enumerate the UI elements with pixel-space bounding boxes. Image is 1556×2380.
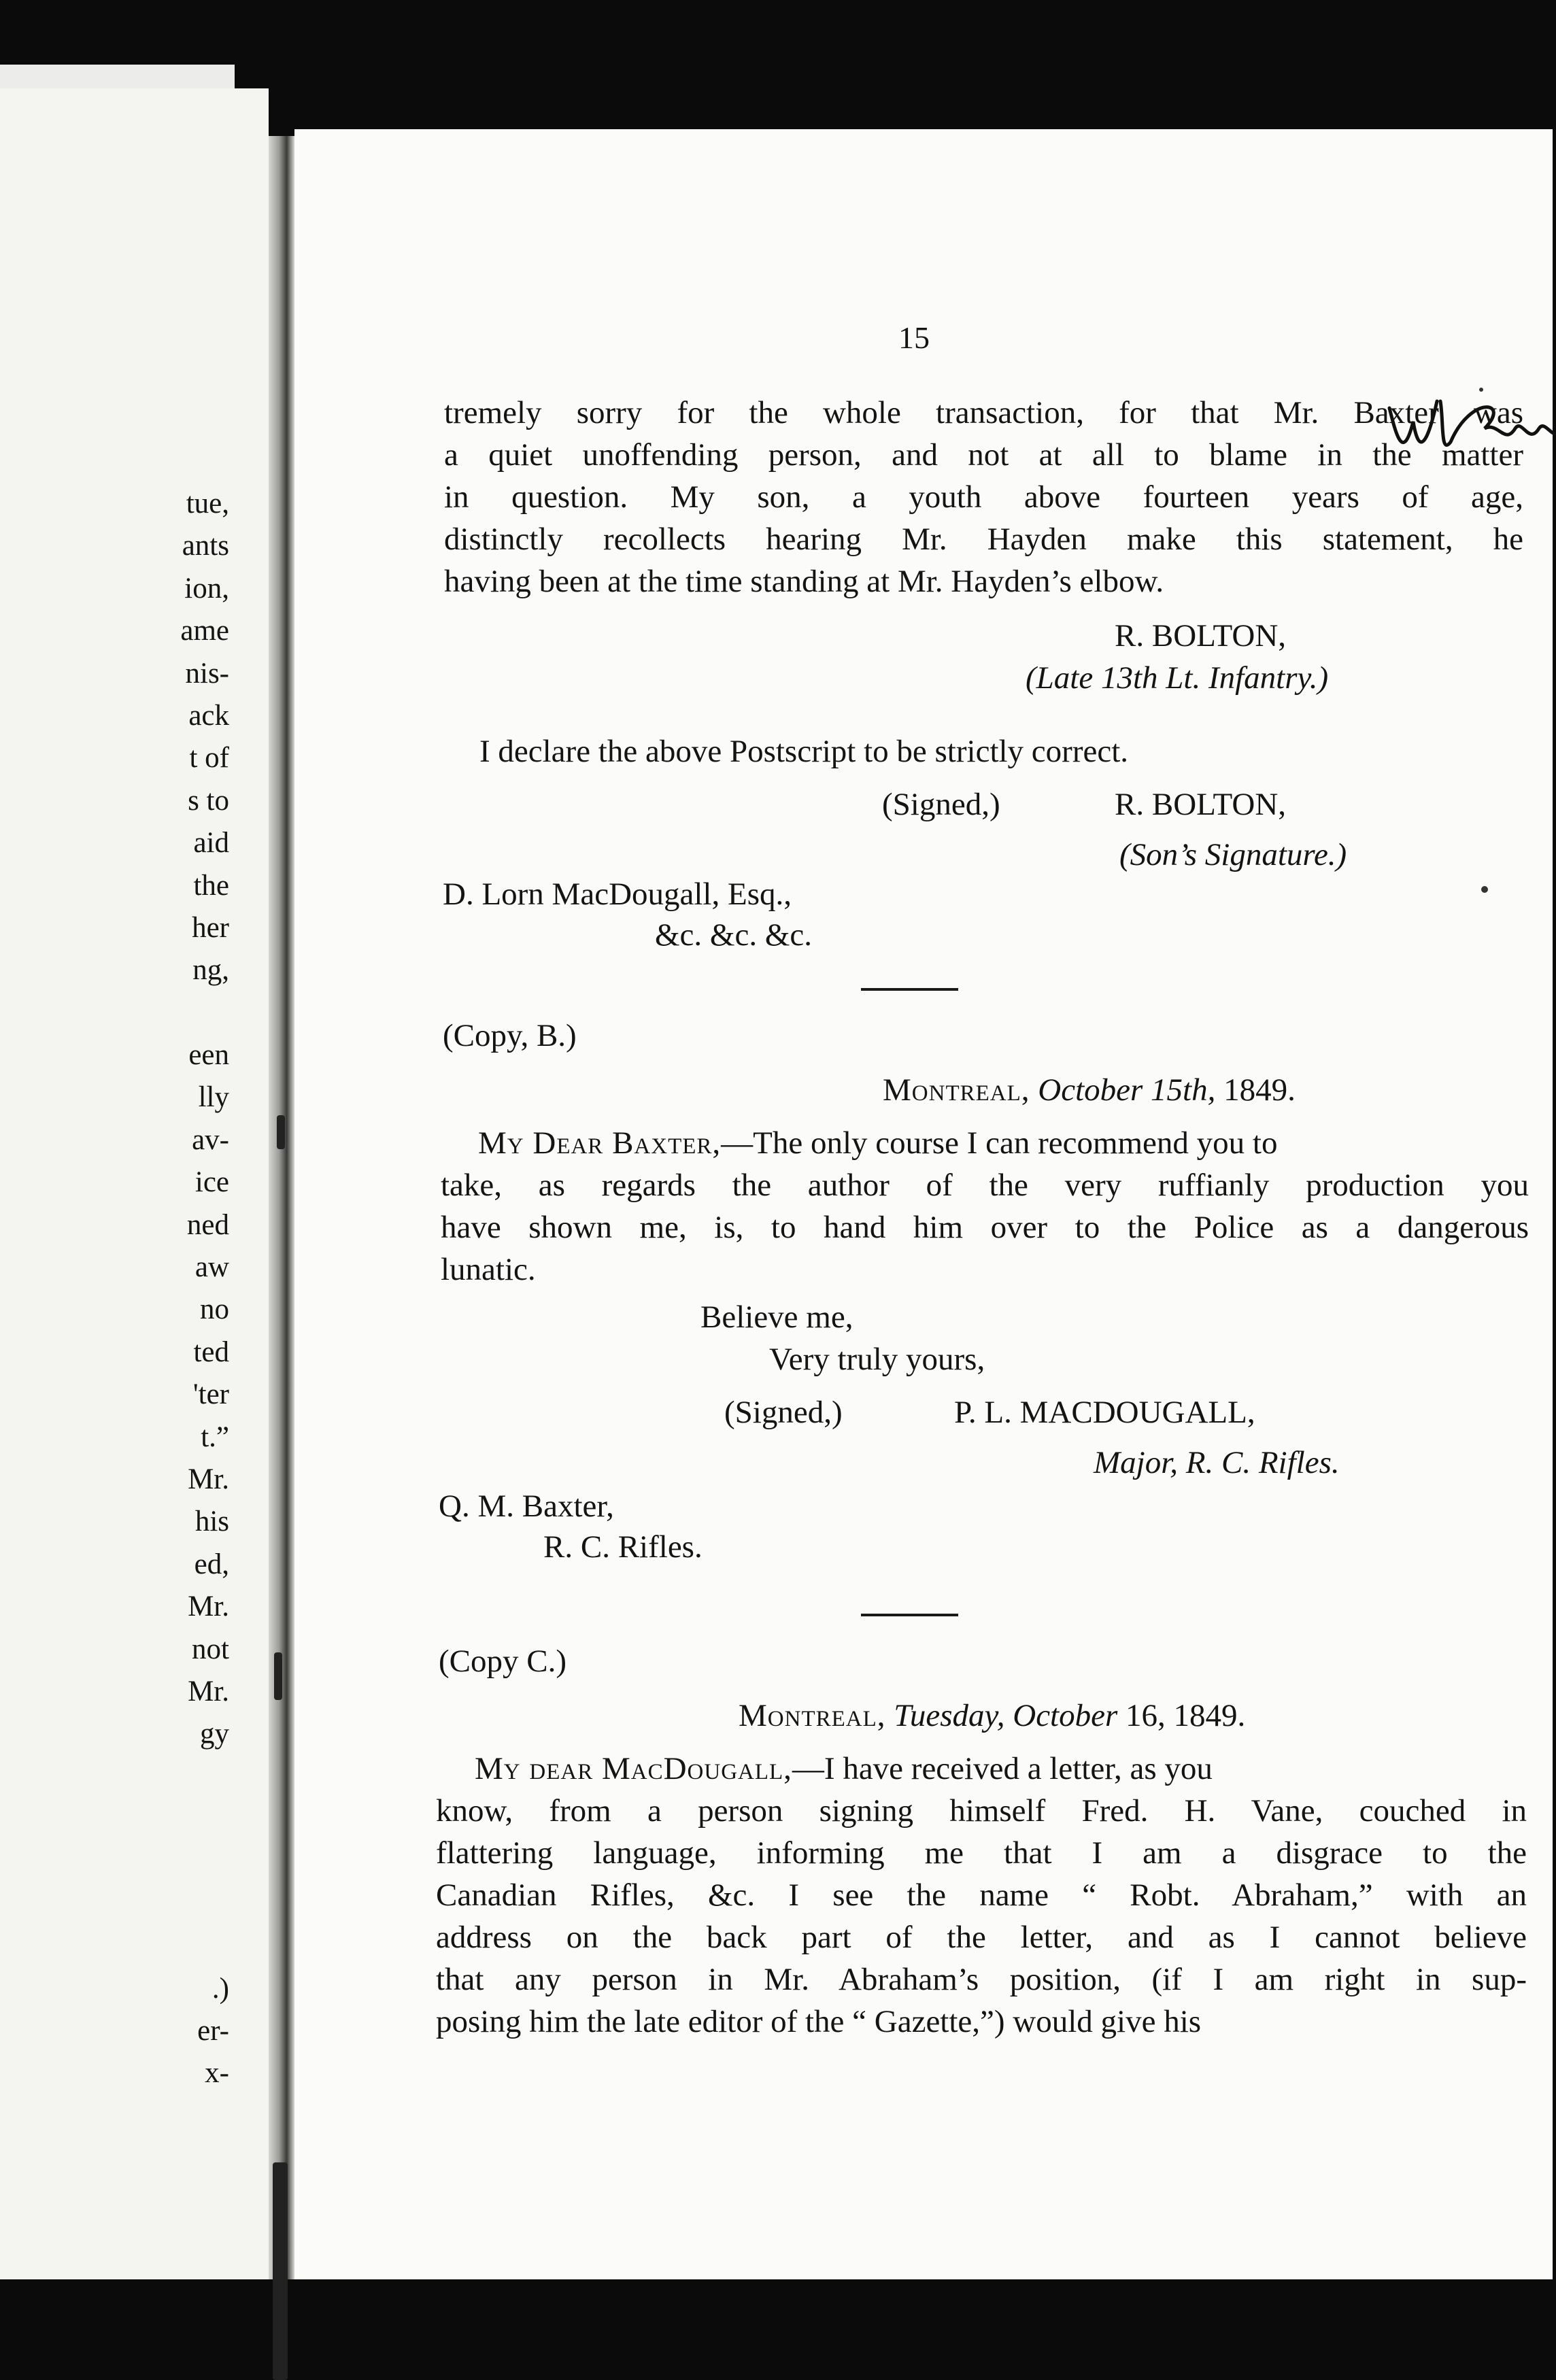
left-page-fragment: his	[194, 1506, 229, 1538]
signature-title: Major, R. C. Rifles.	[1094, 1445, 1340, 1480]
left-page-fragment: ack	[188, 699, 229, 732]
section-divider	[861, 1614, 958, 1616]
paper-speck	[1481, 886, 1488, 893]
signature-name: R. BOLTON,	[1115, 618, 1287, 653]
left-page-fragment	[25, 1841, 229, 1883]
dateline-year: 1849.	[1223, 1072, 1296, 1108]
right-page	[294, 129, 1553, 2279]
binding-mark	[273, 2162, 288, 2380]
text-line: take, as regards the author of the very ruffianly production you	[441, 1168, 1529, 1203]
left-page-fragment	[25, 1883, 229, 1925]
left-page-fragment: t of	[189, 742, 229, 775]
text-line	[475, 1750, 1527, 1787]
text-line: in question. My son, a youth above fourteen years of age,	[444, 479, 1523, 515]
book-gutter	[269, 136, 294, 2279]
left-page-fragment: ice	[194, 1166, 229, 1199]
left-page-fragment: Mr.	[188, 1463, 229, 1495]
left-page-fragment: no	[200, 1293, 229, 1326]
text-line: lunatic.	[441, 1252, 536, 1287]
left-page-text	[25, 483, 229, 2095]
dateline	[883, 1072, 1296, 1108]
text-line: address on the back part of the letter, and as I cannot believe	[436, 1920, 1527, 1955]
copy-label: (Copy, B.)	[443, 1018, 577, 1053]
addressee-line: Q. M. Baxter,	[439, 1489, 614, 1524]
left-page-fragment: ion,	[184, 572, 229, 605]
left-page-fragment: lly	[198, 1081, 229, 1114]
left-page-fragment: x-	[205, 2057, 229, 2090]
dateline-day: Tuesday, October	[894, 1698, 1118, 1733]
left-page-fragment: .)	[212, 1972, 229, 2005]
left-page-fragment: t.”	[201, 1421, 229, 1453]
text-line: tremely sorry for the whole transaction, for that Mr. Baxter was	[444, 395, 1523, 430]
signature-name: R. BOLTON,	[1115, 787, 1287, 822]
paper-speck	[1479, 388, 1483, 392]
declaration-text: I declare the above Postscript to be strictly correct.	[479, 734, 1128, 769]
left-page-fragment: s to	[188, 784, 229, 817]
left-page-fragment	[25, 1925, 229, 1967]
closing-line: Very truly yours,	[769, 1342, 985, 1377]
left-page-fragment: er-	[197, 2015, 229, 2047]
signature-title: (Late 13th Lt. Infantry.)	[1026, 660, 1329, 696]
left-page-fragment: her	[192, 911, 229, 944]
dateline-place: Montreal,	[739, 1698, 886, 1733]
binding-mark	[277, 1115, 285, 1149]
dateline	[739, 1697, 1245, 1734]
left-page-fragment: ned	[186, 1208, 229, 1241]
left-page-fragment: nis-	[185, 657, 229, 690]
signature-name: P. L. MACDOUGALL,	[954, 1395, 1255, 1430]
left-page-fragment: the	[193, 869, 229, 902]
text-line: flattering language, informing me that I am a disgrace to the	[436, 1835, 1527, 1871]
closing-line: Believe me,	[700, 1299, 853, 1335]
text-line: that any person in Mr. Abraham’s position, (if I am right in sup-	[436, 1962, 1527, 1997]
dateline-place: Montreal,	[883, 1072, 1030, 1108]
dateline-date: 16, 1849.	[1126, 1698, 1246, 1733]
text-line	[478, 1125, 1529, 1161]
left-page-fragment: ng,	[192, 954, 229, 987]
addressee-line: D. Lorn MacDougall, Esq.,	[443, 877, 792, 912]
signed-label: (Signed,)	[724, 1395, 843, 1430]
left-page-fragment: aid	[193, 827, 229, 860]
text-line: know, from a person signing himself Fred. H. Vane, couched in	[436, 1793, 1527, 1829]
left-page-fragment: Mr.	[188, 1675, 229, 1707]
left-page-fragment	[25, 1756, 229, 1798]
text-line-body: —The only course I can recommend you to	[721, 1125, 1278, 1161]
section-divider	[861, 988, 958, 991]
left-page-fragment: Mr.	[188, 1591, 229, 1623]
salutation: My dear MacDougall,	[475, 1751, 792, 1786]
addressee-line: R. C. Rifles.	[543, 1529, 703, 1565]
text-line-body: —I have received a letter, as you	[792, 1751, 1213, 1786]
signed-label: (Signed,)	[882, 787, 1000, 822]
text-line: posing him the late editor of the “ Gazette,”) would give his	[436, 2004, 1202, 2039]
left-page-fragment: ants	[182, 530, 229, 562]
left-page	[0, 88, 269, 2279]
left-page-fragment: een	[188, 1039, 229, 1072]
left-page-fragment: aw	[194, 1251, 229, 1284]
page-number: 15	[898, 320, 930, 355]
left-page-fragment: gy	[200, 1718, 229, 1750]
salutation: My Dear Baxter,	[478, 1125, 722, 1161]
text-line: having been at the time standing at Mr. Hayden’s elbow.	[444, 564, 1164, 599]
text-line: a quiet unoffending person, and not at all to blame in the matter	[444, 437, 1523, 473]
left-page-fragment: 'ter	[192, 1378, 229, 1411]
copy-label: (Copy C.)	[439, 1644, 566, 1679]
left-page-fragment: not	[192, 1633, 229, 1665]
left-page-fragment	[25, 1798, 229, 1840]
text-line: Canadian Rifles, &c. I see the name “ Robt. Abraham,” with an	[436, 1877, 1527, 1913]
left-page-fragment: ted	[193, 1336, 229, 1368]
left-page-fragment: ed,	[194, 1548, 229, 1580]
left-page-fragment: av-	[192, 1123, 229, 1156]
dateline-day: 15th,	[1151, 1072, 1216, 1108]
text-line: distinctly recollects hearing Mr. Hayden make this statement, he	[444, 522, 1523, 557]
addressee-line: &c. &c. &c.	[655, 917, 813, 953]
left-page-fragment: ame	[180, 615, 229, 647]
signature-title: (Son’s Signature.)	[1119, 837, 1347, 872]
text-line: have shown me, is, to hand him over to the Police as a dangerous	[441, 1210, 1529, 1245]
dateline-month: October	[1038, 1072, 1143, 1108]
left-page-fragment: tue,	[186, 488, 229, 520]
left-page-fragment	[25, 992, 229, 1034]
binding-mark	[274, 1652, 282, 1700]
